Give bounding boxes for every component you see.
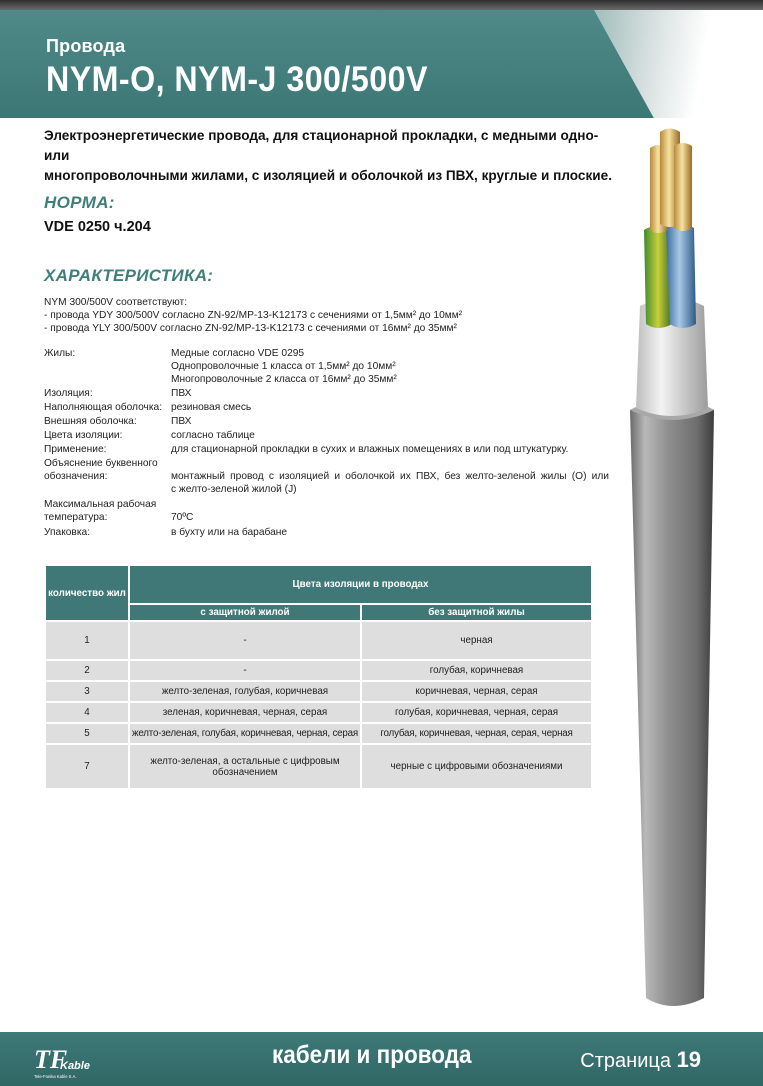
header-fade bbox=[503, 10, 763, 118]
spec-label: Упаковка: bbox=[44, 527, 91, 538]
spec-value: ПВХ bbox=[171, 416, 192, 427]
table-cell-count: 3 bbox=[46, 682, 128, 701]
table-cell-without: коричневая, черная, серая bbox=[362, 682, 591, 701]
footer-title: кабели и провода bbox=[272, 1041, 472, 1069]
spec-label: Цвета изоляции: bbox=[44, 430, 123, 441]
table-cell-count: 5 bbox=[46, 724, 128, 743]
table-cell-with: - bbox=[130, 622, 360, 659]
table-row bbox=[46, 661, 591, 680]
spec-value: в бухту или на барабане bbox=[171, 527, 288, 538]
svg-text:Tele-Fonika Kable S.A.: Tele-Fonika Kable S.A. bbox=[34, 1074, 77, 1079]
intro-text bbox=[44, 126, 614, 186]
spec-value-line: Однопроволочные 1 класса от 1,5мм² до 10мм² bbox=[171, 361, 396, 372]
spec-value-line: Медные согласно VDE 0295 bbox=[171, 348, 305, 359]
table-row bbox=[46, 622, 591, 659]
spec-label-line: Максимальная рабочая bbox=[44, 499, 157, 510]
spec-label-line: обозначения: bbox=[44, 471, 108, 482]
spec-value bbox=[171, 470, 609, 496]
spec-value: согласно таблице bbox=[171, 430, 255, 441]
cable-outer-sheath bbox=[630, 399, 714, 1006]
spec-label: Применение: bbox=[44, 444, 107, 455]
char-intro-line: - провода YDY 300/500V согласно ZN-92/MP-13-K12173 с сечениями от 1,5мм² до 10мм² bbox=[44, 310, 463, 321]
copper-conductor bbox=[674, 143, 692, 231]
spec-value: для стационарной прокладки в сухих и влажных помещениях в или под штукатурку. bbox=[171, 444, 569, 455]
table-cell-with: желто-зеленая, голубая, коричневая, черная, серая bbox=[130, 724, 360, 743]
table-row bbox=[46, 745, 591, 788]
spec-label: Жилы: bbox=[44, 348, 76, 359]
page-title: NYM-O, NYM-J 300/500V bbox=[46, 60, 428, 99]
table-cell-count: 4 bbox=[46, 703, 128, 722]
spec-value bbox=[171, 347, 609, 386]
norma-heading: НОРМА: bbox=[44, 193, 115, 212]
table-header-with-protective: с защитной жилой bbox=[130, 605, 360, 620]
intro-line-2: многопроволочными жилами, с изоляцией и оболочкой из ПВХ, круглые и плоские. bbox=[44, 168, 612, 183]
intro-line-1: Электроэнергетические провода, для стационарной прокладки, с медными одно- или bbox=[44, 128, 599, 163]
table-cell-without: черные с цифровыми обозначениями bbox=[362, 745, 591, 788]
spec-value-line: Многопроволочные 2 класса от 16мм² до 35мм² bbox=[171, 374, 397, 385]
spec-label: Изоляция: bbox=[44, 388, 93, 399]
page-footer bbox=[0, 1032, 763, 1086]
table-cell-without: голубая, коричневая, черная, серая, черная bbox=[362, 724, 591, 743]
table-cell-without: голубая, коричневая, черная, серая bbox=[362, 703, 591, 722]
spec-value: 70ºC bbox=[171, 512, 194, 523]
table-header-count: количество жил bbox=[46, 566, 128, 620]
blue-core bbox=[666, 224, 696, 328]
page-label: Страница bbox=[580, 1050, 671, 1072]
top-edge bbox=[0, 0, 763, 10]
table-header-without-protective: без защитной жилы bbox=[362, 605, 591, 620]
table-cell-without: голубая, коричневая bbox=[362, 661, 591, 680]
spec-label bbox=[44, 457, 169, 483]
svg-text:TF: TF bbox=[34, 1045, 68, 1074]
spec-value: резиновая смесь bbox=[171, 402, 252, 413]
page-number bbox=[580, 1047, 701, 1073]
table-row bbox=[46, 682, 591, 701]
spec-value: ПВХ bbox=[171, 388, 192, 399]
table-cell-with: зеленая, коричневая, черная, серая bbox=[130, 703, 360, 722]
table-cell-with: - bbox=[130, 661, 360, 680]
table-cell-count: 7 bbox=[46, 745, 128, 788]
table-header-colors: Цвета изоляции в проводах bbox=[130, 566, 591, 603]
char-intro-line: NYM 300/500V соответствуют: bbox=[44, 297, 188, 308]
characteristics-heading: ХАРАКТЕРИСТИКА: bbox=[44, 266, 214, 285]
spec-label-line: температура: bbox=[44, 512, 108, 523]
norma-value: VDE 0250 ч.204 bbox=[44, 219, 151, 235]
char-intro-line: - провода YLY 300/500V согласно ZN-92/MP-13-K12173 с сечениями от 16мм² до 35мм² bbox=[44, 323, 457, 334]
table-cell-count: 2 bbox=[46, 661, 128, 680]
spec-label-line: Объяснение буквенного bbox=[44, 458, 158, 469]
spec-label: Внешняя оболочка: bbox=[44, 416, 137, 427]
table-row bbox=[46, 724, 591, 743]
insulation-colors-table bbox=[44, 564, 593, 790]
spec-value-line: монтажный провод с изоляцией и оболочкой их ПВХ, без желто-зеленой жилы (O) или bbox=[171, 471, 609, 482]
table-cell-with: желто-зеленая, голубая, коричневая bbox=[130, 682, 360, 701]
header-subtitle: Провода bbox=[46, 36, 126, 56]
tfkable-logo bbox=[34, 1042, 114, 1082]
spec-value-line: с желто-зеленой жилой (J) bbox=[171, 484, 297, 495]
table-cell-with: желто-зеленая, а остальные с цифровым обозначением bbox=[130, 745, 360, 788]
svg-text:Kable: Kable bbox=[60, 1060, 90, 1072]
table-cell-without: черная bbox=[362, 622, 591, 659]
page-number-value: 19 bbox=[676, 1047, 701, 1072]
spec-label bbox=[44, 498, 169, 524]
page-header bbox=[0, 10, 763, 118]
cable-illustration bbox=[600, 118, 763, 1018]
spec-label: Наполняющая оболочка: bbox=[44, 402, 163, 413]
characteristics-intro bbox=[44, 296, 604, 335]
table-cell-count: 1 bbox=[46, 622, 128, 659]
table-row bbox=[46, 703, 591, 722]
